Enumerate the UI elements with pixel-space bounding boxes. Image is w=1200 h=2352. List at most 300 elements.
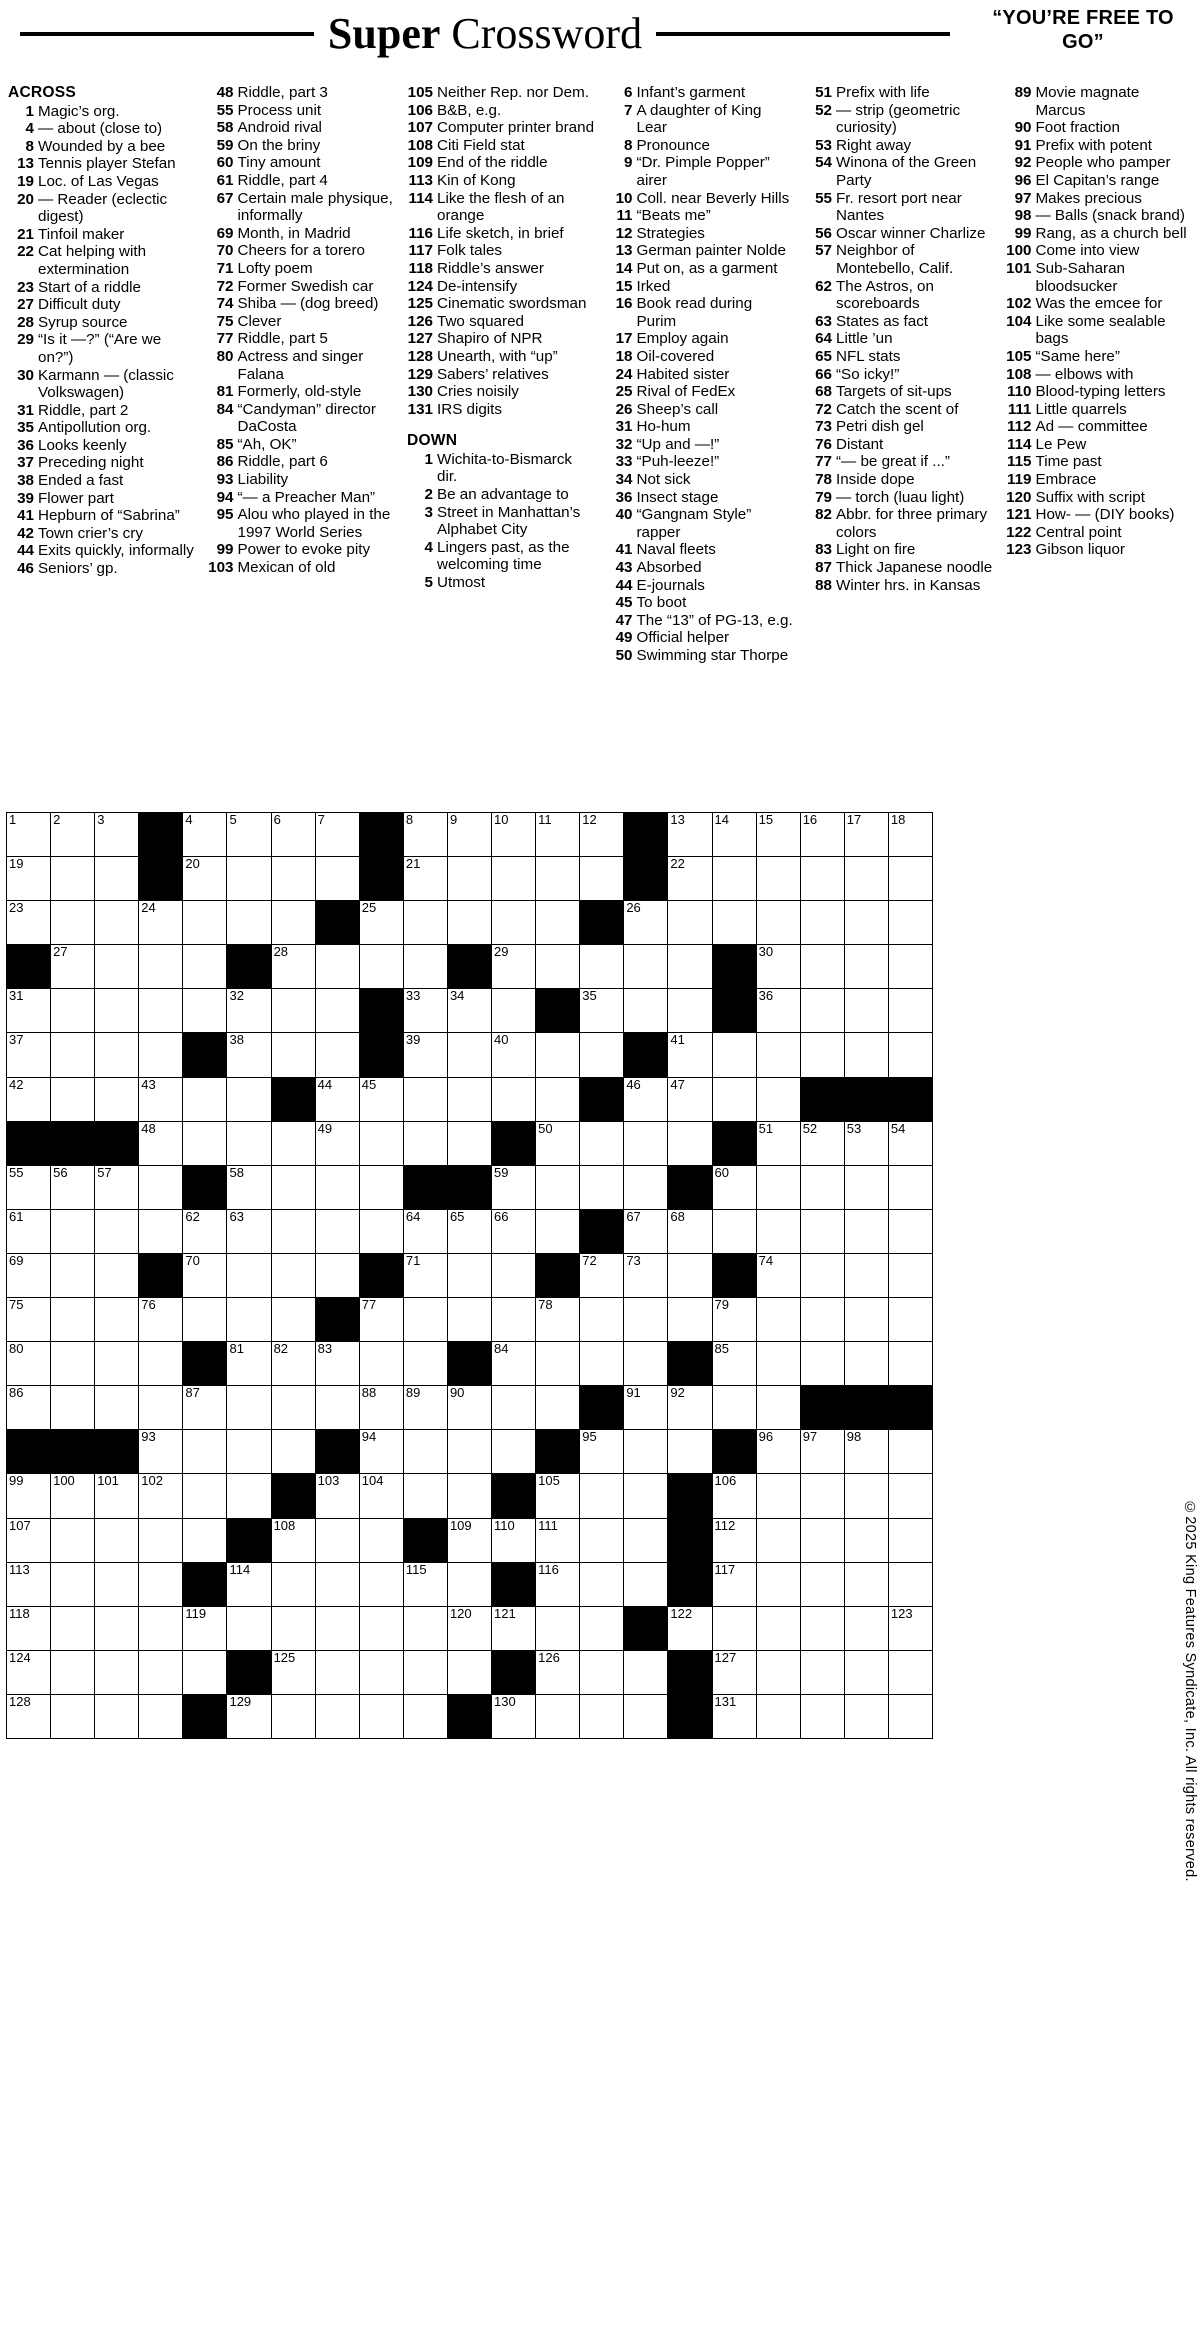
grid-cell[interactable] bbox=[139, 901, 183, 945]
grid-cell[interactable] bbox=[183, 1386, 227, 1430]
grid-cell[interactable] bbox=[536, 1033, 580, 1077]
grid-cell[interactable] bbox=[7, 1253, 51, 1297]
grid-cell[interactable] bbox=[888, 1694, 932, 1738]
clue-item[interactable] bbox=[407, 295, 595, 313]
grid-cell[interactable] bbox=[756, 1121, 800, 1165]
grid-cell[interactable] bbox=[183, 1518, 227, 1562]
clue-item[interactable] bbox=[806, 278, 994, 313]
grid-cell[interactable] bbox=[756, 989, 800, 1033]
grid-cell[interactable] bbox=[315, 989, 359, 1033]
grid-cell[interactable] bbox=[95, 1386, 139, 1430]
grid-cell[interactable] bbox=[712, 1650, 756, 1694]
grid-cell[interactable] bbox=[227, 1298, 271, 1342]
grid-cell[interactable] bbox=[800, 989, 844, 1033]
grid-cell[interactable] bbox=[271, 1033, 315, 1077]
grid-cell[interactable] bbox=[139, 1121, 183, 1165]
clue-item[interactable] bbox=[607, 506, 795, 541]
grid-cell[interactable] bbox=[800, 901, 844, 945]
grid-cell[interactable] bbox=[315, 1253, 359, 1297]
grid-cell[interactable] bbox=[888, 989, 932, 1033]
grid-cell[interactable] bbox=[7, 1386, 51, 1430]
grid-cell[interactable] bbox=[359, 1694, 403, 1738]
clue-item[interactable] bbox=[607, 278, 795, 296]
grid-cell[interactable] bbox=[844, 1562, 888, 1606]
grid-cell[interactable] bbox=[359, 1562, 403, 1606]
grid-cell[interactable] bbox=[844, 1518, 888, 1562]
grid-cell[interactable] bbox=[403, 1253, 447, 1297]
grid-cell[interactable] bbox=[624, 1165, 668, 1209]
grid-cell[interactable] bbox=[888, 901, 932, 945]
grid-cell[interactable] bbox=[139, 1386, 183, 1430]
grid-cell[interactable] bbox=[756, 1562, 800, 1606]
grid-cell[interactable] bbox=[403, 901, 447, 945]
grid-cell[interactable] bbox=[624, 1209, 668, 1253]
clue-item[interactable] bbox=[8, 314, 196, 332]
clue-item[interactable] bbox=[208, 453, 396, 471]
grid-cell[interactable] bbox=[888, 813, 932, 857]
clue-item[interactable] bbox=[806, 506, 994, 541]
clue-item[interactable] bbox=[208, 119, 396, 137]
grid-cell[interactable] bbox=[844, 1606, 888, 1650]
grid-cell[interactable] bbox=[403, 857, 447, 901]
grid-cell[interactable] bbox=[888, 1474, 932, 1518]
grid-cell[interactable] bbox=[95, 989, 139, 1033]
grid-cell[interactable] bbox=[95, 1165, 139, 1209]
grid-cell[interactable] bbox=[447, 1209, 491, 1253]
grid-cell[interactable] bbox=[359, 1209, 403, 1253]
clue-item[interactable] bbox=[1006, 348, 1194, 366]
clue-item[interactable] bbox=[806, 577, 994, 595]
grid-cell[interactable] bbox=[624, 989, 668, 1033]
grid-cell[interactable] bbox=[183, 901, 227, 945]
grid-cell[interactable] bbox=[580, 1430, 624, 1474]
grid-cell[interactable] bbox=[580, 1650, 624, 1694]
grid-cell[interactable] bbox=[183, 1650, 227, 1694]
grid-cell[interactable] bbox=[95, 901, 139, 945]
clue-item[interactable] bbox=[806, 313, 994, 331]
clue-item[interactable] bbox=[8, 525, 196, 543]
grid-cell[interactable] bbox=[139, 1518, 183, 1562]
grid-cell[interactable] bbox=[668, 1077, 712, 1121]
clue-item[interactable] bbox=[806, 242, 994, 277]
clue-item[interactable] bbox=[407, 451, 595, 486]
grid-cell[interactable] bbox=[271, 857, 315, 901]
grid-cell[interactable] bbox=[95, 1694, 139, 1738]
clue-item[interactable] bbox=[8, 243, 196, 278]
grid-cell[interactable] bbox=[7, 1209, 51, 1253]
grid-cell[interactable] bbox=[800, 1121, 844, 1165]
clue-item[interactable] bbox=[1006, 225, 1194, 243]
clue-item[interactable] bbox=[208, 154, 396, 172]
clue-item[interactable] bbox=[607, 260, 795, 278]
grid-cell[interactable] bbox=[712, 901, 756, 945]
clue-item[interactable] bbox=[607, 489, 795, 507]
grid-cell[interactable] bbox=[492, 1033, 536, 1077]
grid-cell[interactable] bbox=[7, 1562, 51, 1606]
grid-cell[interactable] bbox=[315, 857, 359, 901]
clue-item[interactable] bbox=[208, 436, 396, 454]
crossword-grid[interactable] bbox=[6, 812, 933, 1739]
grid-cell[interactable] bbox=[756, 945, 800, 989]
clue-item[interactable] bbox=[607, 190, 795, 208]
grid-cell[interactable] bbox=[712, 1562, 756, 1606]
grid-cell[interactable] bbox=[668, 901, 712, 945]
grid-cell[interactable] bbox=[536, 857, 580, 901]
clue-item[interactable] bbox=[607, 225, 795, 243]
grid-cell[interactable] bbox=[844, 945, 888, 989]
grid-cell[interactable] bbox=[447, 1562, 491, 1606]
grid-cell[interactable] bbox=[580, 1606, 624, 1650]
grid-cell[interactable] bbox=[580, 1342, 624, 1386]
clue-item[interactable] bbox=[607, 102, 795, 137]
grid-cell[interactable] bbox=[183, 945, 227, 989]
grid-cell[interactable] bbox=[315, 945, 359, 989]
grid-cell[interactable] bbox=[668, 989, 712, 1033]
grid-cell[interactable] bbox=[712, 1033, 756, 1077]
grid-cell[interactable] bbox=[95, 1518, 139, 1562]
grid-cell[interactable] bbox=[139, 1342, 183, 1386]
grid-cell[interactable] bbox=[139, 1430, 183, 1474]
grid-cell[interactable] bbox=[756, 1694, 800, 1738]
grid-cell[interactable] bbox=[536, 945, 580, 989]
grid-cell[interactable] bbox=[359, 1606, 403, 1650]
grid-cell[interactable] bbox=[447, 813, 491, 857]
grid-cell[interactable] bbox=[227, 1253, 271, 1297]
grid-cell[interactable] bbox=[580, 1033, 624, 1077]
grid-cell[interactable] bbox=[756, 1033, 800, 1077]
clue-item[interactable] bbox=[607, 137, 795, 155]
clue-item[interactable] bbox=[407, 401, 595, 419]
grid-cell[interactable] bbox=[359, 1430, 403, 1474]
grid-cell[interactable] bbox=[227, 1606, 271, 1650]
clue-item[interactable] bbox=[607, 453, 795, 471]
grid-cell[interactable] bbox=[7, 1518, 51, 1562]
grid-cell[interactable] bbox=[624, 1694, 668, 1738]
grid-cell[interactable] bbox=[492, 1518, 536, 1562]
grid-cell[interactable] bbox=[271, 945, 315, 989]
grid-cell[interactable] bbox=[800, 1165, 844, 1209]
grid-cell[interactable] bbox=[227, 1562, 271, 1606]
grid-cell[interactable] bbox=[888, 1209, 932, 1253]
grid-cell[interactable] bbox=[271, 813, 315, 857]
grid-cell[interactable] bbox=[95, 1342, 139, 1386]
clue-item[interactable] bbox=[208, 330, 396, 348]
grid-cell[interactable] bbox=[844, 1165, 888, 1209]
grid-cell[interactable] bbox=[844, 1121, 888, 1165]
grid-cell[interactable] bbox=[51, 901, 95, 945]
grid-cell[interactable] bbox=[183, 1121, 227, 1165]
grid-cell[interactable] bbox=[403, 1033, 447, 1077]
grid-cell[interactable] bbox=[315, 1342, 359, 1386]
grid-cell[interactable] bbox=[227, 1474, 271, 1518]
clue-item[interactable] bbox=[407, 172, 595, 190]
grid-cell[interactable] bbox=[844, 1430, 888, 1474]
clue-item[interactable] bbox=[1006, 489, 1194, 507]
grid-cell[interactable] bbox=[668, 1430, 712, 1474]
grid-cell[interactable] bbox=[580, 1694, 624, 1738]
clue-item[interactable] bbox=[8, 490, 196, 508]
grid-cell[interactable] bbox=[580, 1298, 624, 1342]
grid-cell[interactable] bbox=[668, 945, 712, 989]
grid-cell[interactable] bbox=[447, 1474, 491, 1518]
grid-cell[interactable] bbox=[712, 1209, 756, 1253]
grid-cell[interactable] bbox=[756, 1298, 800, 1342]
grid-cell[interactable] bbox=[95, 1077, 139, 1121]
clue-item[interactable] bbox=[208, 348, 396, 383]
grid-cell[interactable] bbox=[580, 1165, 624, 1209]
clue-item[interactable] bbox=[208, 242, 396, 260]
clue-item[interactable] bbox=[806, 84, 994, 102]
clue-item[interactable] bbox=[208, 260, 396, 278]
clue-item[interactable] bbox=[1006, 471, 1194, 489]
clue-item[interactable] bbox=[607, 418, 795, 436]
grid-cell[interactable] bbox=[271, 1606, 315, 1650]
grid-cell[interactable] bbox=[403, 1298, 447, 1342]
grid-cell[interactable] bbox=[227, 1694, 271, 1738]
clue-item[interactable] bbox=[208, 541, 396, 559]
grid-cell[interactable] bbox=[888, 857, 932, 901]
grid-cell[interactable] bbox=[95, 1209, 139, 1253]
grid-cell[interactable] bbox=[315, 1165, 359, 1209]
grid-cell[interactable] bbox=[227, 813, 271, 857]
grid-cell[interactable] bbox=[271, 989, 315, 1033]
clue-item[interactable] bbox=[607, 242, 795, 260]
grid-cell[interactable] bbox=[800, 1298, 844, 1342]
grid-cell[interactable] bbox=[7, 1165, 51, 1209]
grid-cell[interactable] bbox=[536, 1165, 580, 1209]
grid-cell[interactable] bbox=[536, 1474, 580, 1518]
grid-cell[interactable] bbox=[403, 1209, 447, 1253]
grid-cell[interactable] bbox=[447, 1386, 491, 1430]
clue-item[interactable] bbox=[806, 190, 994, 225]
grid-cell[interactable] bbox=[800, 857, 844, 901]
clue-item[interactable] bbox=[208, 190, 396, 225]
grid-cell[interactable] bbox=[492, 1342, 536, 1386]
grid-cell[interactable] bbox=[536, 813, 580, 857]
grid-cell[interactable] bbox=[536, 1518, 580, 1562]
grid-cell[interactable] bbox=[139, 1606, 183, 1650]
clue-item[interactable] bbox=[407, 330, 595, 348]
grid-cell[interactable] bbox=[359, 901, 403, 945]
clue-item[interactable] bbox=[407, 278, 595, 296]
clue-item[interactable] bbox=[607, 401, 795, 419]
grid-cell[interactable] bbox=[492, 1077, 536, 1121]
grid-cell[interactable] bbox=[359, 1518, 403, 1562]
grid-cell[interactable] bbox=[447, 1253, 491, 1297]
grid-cell[interactable] bbox=[536, 1342, 580, 1386]
clue-item[interactable] bbox=[407, 260, 595, 278]
grid-cell[interactable] bbox=[800, 1650, 844, 1694]
grid-cell[interactable] bbox=[492, 1606, 536, 1650]
clue-item[interactable] bbox=[8, 542, 196, 560]
grid-cell[interactable] bbox=[227, 1209, 271, 1253]
clue-item[interactable] bbox=[607, 577, 795, 595]
clue-item[interactable] bbox=[407, 504, 595, 539]
grid-cell[interactable] bbox=[403, 945, 447, 989]
grid-cell[interactable] bbox=[51, 945, 95, 989]
grid-cell[interactable] bbox=[51, 1606, 95, 1650]
clue-item[interactable] bbox=[208, 489, 396, 507]
clue-item[interactable] bbox=[1006, 154, 1194, 172]
grid-cell[interactable] bbox=[227, 1342, 271, 1386]
grid-cell[interactable] bbox=[271, 1342, 315, 1386]
grid-cell[interactable] bbox=[51, 1253, 95, 1297]
grid-cell[interactable] bbox=[7, 1650, 51, 1694]
grid-cell[interactable] bbox=[536, 1694, 580, 1738]
grid-cell[interactable] bbox=[359, 1121, 403, 1165]
grid-cell[interactable] bbox=[139, 989, 183, 1033]
grid-cell[interactable] bbox=[51, 989, 95, 1033]
grid-cell[interactable] bbox=[7, 1077, 51, 1121]
grid-cell[interactable] bbox=[844, 1650, 888, 1694]
grid-cell[interactable] bbox=[800, 1342, 844, 1386]
grid-cell[interactable] bbox=[668, 1209, 712, 1253]
grid-cell[interactable] bbox=[51, 857, 95, 901]
clue-item[interactable] bbox=[8, 367, 196, 402]
grid-cell[interactable] bbox=[668, 1606, 712, 1650]
grid-cell[interactable] bbox=[580, 1121, 624, 1165]
grid-cell[interactable] bbox=[139, 1033, 183, 1077]
clue-item[interactable] bbox=[208, 506, 396, 541]
grid-cell[interactable] bbox=[447, 1121, 491, 1165]
clue-item[interactable] bbox=[8, 560, 196, 578]
clue-item[interactable] bbox=[208, 559, 396, 577]
clue-item[interactable] bbox=[208, 383, 396, 401]
grid-cell[interactable] bbox=[403, 1077, 447, 1121]
grid-cell[interactable] bbox=[888, 1562, 932, 1606]
grid-cell[interactable] bbox=[492, 901, 536, 945]
grid-cell[interactable] bbox=[492, 1694, 536, 1738]
clue-item[interactable] bbox=[208, 172, 396, 190]
clue-item[interactable] bbox=[8, 226, 196, 244]
grid-cell[interactable] bbox=[668, 1033, 712, 1077]
grid-cell[interactable] bbox=[7, 1342, 51, 1386]
clue-item[interactable] bbox=[1006, 242, 1194, 260]
grid-cell[interactable] bbox=[403, 1430, 447, 1474]
grid-cell[interactable] bbox=[139, 945, 183, 989]
grid-cell[interactable] bbox=[712, 1298, 756, 1342]
clue-item[interactable] bbox=[1006, 524, 1194, 542]
clue-item[interactable] bbox=[407, 154, 595, 172]
grid-cell[interactable] bbox=[95, 857, 139, 901]
grid-cell[interactable] bbox=[888, 1253, 932, 1297]
clue-item[interactable] bbox=[407, 313, 595, 331]
clue-item[interactable] bbox=[1006, 260, 1194, 295]
grid-cell[interactable] bbox=[95, 1474, 139, 1518]
grid-cell[interactable] bbox=[183, 1474, 227, 1518]
grid-cell[interactable] bbox=[800, 1606, 844, 1650]
grid-cell[interactable] bbox=[756, 1474, 800, 1518]
grid-cell[interactable] bbox=[888, 1518, 932, 1562]
grid-cell[interactable] bbox=[580, 945, 624, 989]
grid-cell[interactable] bbox=[183, 1298, 227, 1342]
clue-item[interactable] bbox=[806, 559, 994, 577]
grid-cell[interactable] bbox=[756, 1386, 800, 1430]
grid-cell[interactable] bbox=[447, 1606, 491, 1650]
clue-item[interactable] bbox=[607, 207, 795, 225]
grid-cell[interactable] bbox=[139, 1562, 183, 1606]
grid-cell[interactable] bbox=[271, 1386, 315, 1430]
clue-item[interactable] bbox=[208, 471, 396, 489]
clue-item[interactable] bbox=[607, 366, 795, 384]
grid-cell[interactable] bbox=[183, 1430, 227, 1474]
clue-item[interactable] bbox=[607, 436, 795, 454]
grid-cell[interactable] bbox=[95, 945, 139, 989]
grid-cell[interactable] bbox=[95, 1253, 139, 1297]
clue-item[interactable] bbox=[607, 647, 795, 665]
grid-cell[interactable] bbox=[183, 1209, 227, 1253]
grid-cell[interactable] bbox=[139, 1209, 183, 1253]
grid-cell[interactable] bbox=[756, 857, 800, 901]
grid-cell[interactable] bbox=[624, 1518, 668, 1562]
grid-cell[interactable] bbox=[7, 1474, 51, 1518]
grid-cell[interactable] bbox=[844, 813, 888, 857]
grid-cell[interactable] bbox=[712, 1386, 756, 1430]
grid-cell[interactable] bbox=[227, 1165, 271, 1209]
grid-cell[interactable] bbox=[227, 1077, 271, 1121]
grid-cell[interactable] bbox=[227, 989, 271, 1033]
clue-item[interactable] bbox=[8, 155, 196, 173]
grid-cell[interactable] bbox=[7, 989, 51, 1033]
clue-item[interactable] bbox=[806, 102, 994, 137]
grid-cell[interactable] bbox=[888, 1342, 932, 1386]
clue-item[interactable] bbox=[407, 225, 595, 243]
grid-cell[interactable] bbox=[624, 1474, 668, 1518]
grid-cell[interactable] bbox=[624, 1650, 668, 1694]
grid-cell[interactable] bbox=[624, 1342, 668, 1386]
clue-item[interactable] bbox=[1006, 137, 1194, 155]
grid-cell[interactable] bbox=[712, 1606, 756, 1650]
grid-cell[interactable] bbox=[580, 857, 624, 901]
clue-item[interactable] bbox=[806, 154, 994, 189]
grid-cell[interactable] bbox=[95, 1650, 139, 1694]
clue-item[interactable] bbox=[607, 295, 795, 330]
grid-cell[interactable] bbox=[271, 1298, 315, 1342]
clue-item[interactable] bbox=[806, 453, 994, 471]
grid-cell[interactable] bbox=[800, 1518, 844, 1562]
clue-item[interactable] bbox=[806, 330, 994, 348]
grid-cell[interactable] bbox=[712, 813, 756, 857]
grid-cell[interactable] bbox=[492, 1253, 536, 1297]
grid-cell[interactable] bbox=[403, 989, 447, 1033]
clue-item[interactable] bbox=[806, 137, 994, 155]
grid-cell[interactable] bbox=[403, 1386, 447, 1430]
clue-item[interactable] bbox=[806, 471, 994, 489]
clue-item[interactable] bbox=[407, 84, 595, 102]
grid-cell[interactable] bbox=[888, 1165, 932, 1209]
clue-item[interactable] bbox=[806, 225, 994, 243]
grid-cell[interactable] bbox=[183, 857, 227, 901]
grid-cell[interactable] bbox=[315, 813, 359, 857]
clue-item[interactable] bbox=[8, 331, 196, 366]
grid-cell[interactable] bbox=[844, 1474, 888, 1518]
clue-item[interactable] bbox=[1006, 506, 1194, 524]
grid-cell[interactable] bbox=[227, 857, 271, 901]
grid-cell[interactable] bbox=[271, 1562, 315, 1606]
clue-item[interactable] bbox=[607, 629, 795, 647]
grid-cell[interactable] bbox=[888, 1650, 932, 1694]
grid-cell[interactable] bbox=[536, 1386, 580, 1430]
clue-item[interactable] bbox=[8, 138, 196, 156]
grid-cell[interactable] bbox=[492, 989, 536, 1033]
clue-item[interactable] bbox=[607, 154, 795, 189]
grid-cell[interactable] bbox=[139, 1077, 183, 1121]
grid-cell[interactable] bbox=[447, 1518, 491, 1562]
grid-cell[interactable] bbox=[844, 1033, 888, 1077]
grid-cell[interactable] bbox=[756, 1253, 800, 1297]
grid-cell[interactable] bbox=[51, 1474, 95, 1518]
grid-cell[interactable] bbox=[844, 1253, 888, 1297]
